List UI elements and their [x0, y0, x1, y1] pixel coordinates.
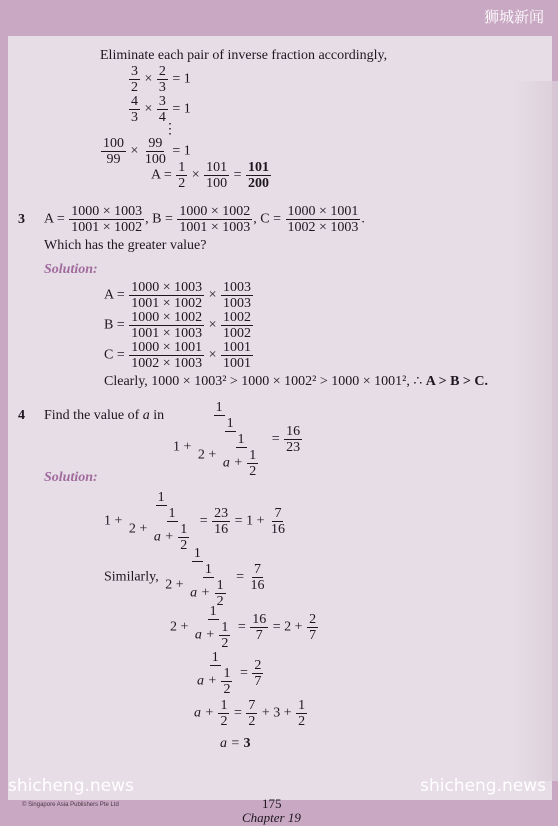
question-3-prompt: Which has the greater value? [44, 238, 207, 253]
solution-4-step-5: a + $\frac{1}{2}$ = $\frac{7}{2}$ + 3 + $\frac{1}{2}$ [194, 698, 306, 729]
solution-4-step-2: Similarly, 1 2 + 1 a + $\frac{1}{2}$ = $\frac{7}{16}$ [104, 546, 265, 609]
watermark-top-right: 狮城新闻 [483, 8, 544, 26]
copyright-notice: © Singapore Asia Publishers Pte Ltd [22, 802, 119, 808]
question-4-continued-fraction: 1 1 + 1 2 + 1 a + $\frac{1}{2}$ = $\frac{16}{23}$ [173, 400, 301, 479]
watermark-bottom-left: shicheng.news [8, 776, 134, 796]
watermark-bottom-right: shicheng.news [420, 776, 546, 796]
inverse-pair-1: $\frac{3}{2}$ × $\frac{2}{3}$ = 1 [131, 64, 191, 95]
ellipsis-dots: ⋮ [163, 122, 177, 137]
chapter-label: Chapter 19 [242, 810, 301, 825]
solution-4-step-4: 1 a + $\frac{1}{2}$ = $\frac{2}{7}$ [197, 650, 262, 697]
solution-3-line-A: A = $\frac{1000 \times 1003}{1001 \times 1002}$ × $\frac{1003}{1003}$ [104, 280, 252, 311]
solution-3-conclusion: Clearly, 1000 × 1003² > 1000 × 1002² > 1000 × 1001², ∴ A > B > C. [104, 374, 489, 389]
solution-4-answer: a = 3 [220, 736, 251, 751]
inverse-pair-2: $\frac{4}{3}$ × $\frac{3}{4}$ = 1 [131, 94, 191, 125]
solution-label-3: Solution: [44, 262, 98, 277]
question-number-4: 4 [18, 408, 25, 423]
solution-4-step-1: 1 + 1 2 + 1 a + $\frac{1}{2}$ = $\frac{23}{16}$ = 1 + $\frac{7}{16}$ [104, 490, 285, 553]
solution-3-line-C: C = $\frac{1000 \times 1001}{1002 \times 1003}$ × $\frac{1001}{1001}$ [104, 340, 252, 371]
solution-3-line-B: B = $\frac{1000 \times 1002}{1001 \times 1003}$ × $\frac{1002}{1002}$ [104, 310, 252, 341]
facing-page-shadow [513, 81, 558, 781]
inverse-pair-last: $\frac{100}{99}$ × $\frac{99}{100}$ = 1 [103, 136, 191, 167]
question-number-3: 3 [18, 212, 25, 227]
page-number: 175 [262, 796, 282, 811]
solution-label-4: Solution: [44, 470, 98, 485]
book-page [8, 36, 552, 825]
intro-text: Eliminate each pair of inverse fraction accordingly, [100, 48, 388, 63]
question-4-text: Find the value of a in [44, 408, 165, 423]
result-A: A = $\frac{1}{2}$ × $\frac{101}{100}$ = $\frac{101}{200}$ [151, 160, 270, 191]
solution-4-step-3: 2 + 1 a + $\frac{1}{2}$ = $\frac{16}{7}$ = 2 + $\frac{2}{7}$ [170, 604, 317, 651]
question-3-statement: A = $\frac{1000 \times 1003}{1001 \times 1002}$ , B = $\frac{1000 \times 1002}{1001 \times 1003}$ , C = $\frac{1000 \times 1001}{1002 \times 1003}$ . [44, 204, 365, 235]
